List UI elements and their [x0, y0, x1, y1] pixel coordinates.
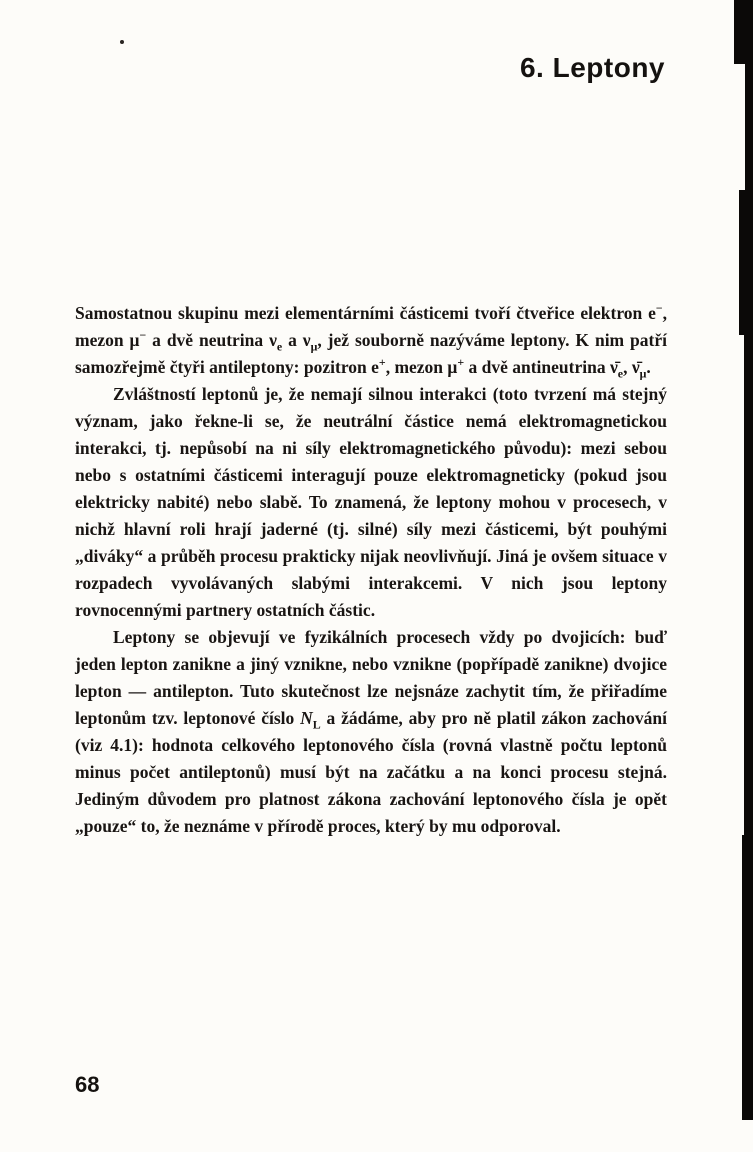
chapter-title: 6. Leptony	[519, 52, 665, 83]
text-segment: , ν̄	[623, 357, 640, 377]
text-segment: , mezon μ	[75, 303, 667, 350]
text-segment: μ	[639, 366, 647, 381]
scan-edge-artifact	[744, 335, 753, 835]
text-segment: Zvláštností leptonů je, že nemají silnou interakci (toto tvrzení má stejný význam, jako řekne-li se, že neutrální částice nemá elektromagnetickou interakci, tj. nepůsobí na ni síly elektromagnetického původu): mezi sebou nebo s ostatními částicemi interagují pouze elektromagneticky (pokud jsou elektricky nabité) nebo slabě. To znamená, že leptony mohou v procesech, v nichž hlavní roli hrají jaderné (tj. silné) síly mezi částicemi, být pouhými „diváky“ a průběh procesu prakticky nijak neovlivňují. Jiná je ovšem situace v rozpadech vyvolávaných slabými interakcemi. V nich jsou leptony rovnocennými partnery ostatních částic.	[75, 384, 667, 620]
text-segment: a ν	[282, 330, 311, 350]
scan-edge-artifact	[745, 64, 753, 190]
scan-edge-artifact	[734, 0, 753, 64]
paragraph	[75, 300, 667, 381]
scan-edge-artifact	[742, 835, 753, 1120]
text-segment: N	[300, 708, 313, 728]
scan-edge-artifact	[739, 190, 753, 335]
body-text	[75, 300, 667, 840]
text-segment: Samostatnou skupinu mezi elementárními částicemi tvoří čtveřice elektron e	[75, 303, 656, 323]
text-segment: L	[312, 717, 321, 732]
text-segment: a žádáme, aby pro ně platil zákon zachování (viz 4.1): hodnota celkového leptonového čísla (rovná vlastně počtu leptonů minus počet antileptonů) musí být na začátku a na konci procesu stejná. Jediným důvodem pro platnost zákona zachování leptonového čísla je opět „pouze“ to, že neznáme v přírodě proces, který by mu odporoval.	[75, 708, 667, 836]
text-segment: −	[655, 301, 663, 316]
text-segment: Leptony se objevují ve fyzikálních procesech vždy po dvojicích: buď jeden lepton zanikne a jiný vznikne, nebo vznikne (popřípadě zanikne) dvojice lepton — antilepton. Tuto skutečnost lze nejsnáze zachytit tím, že přiřadíme leptonům tzv. leptonové číslo	[75, 627, 667, 728]
scan-speck-artifact	[120, 40, 124, 44]
text-segment: +	[378, 355, 386, 370]
text-segment: , mezon μ	[385, 357, 458, 377]
text-segment: , jež souborně nazýváme leptony. K nim patří samozřejmě čtyři antileptony: pozitron e	[75, 330, 667, 377]
text-segment: μ	[310, 339, 318, 354]
text-segment: e	[617, 366, 624, 381]
paragraph	[75, 381, 667, 624]
text-segment: .	[646, 357, 651, 377]
text-segment: +	[457, 355, 465, 370]
text-segment: a dvě neutrina ν	[146, 330, 277, 350]
paragraph	[75, 624, 667, 840]
text-segment: a dvě antineutrina ν̄	[464, 357, 618, 377]
text-segment: −	[139, 328, 147, 343]
text-segment: e	[276, 339, 283, 354]
page-number: 68	[75, 1072, 100, 1097]
